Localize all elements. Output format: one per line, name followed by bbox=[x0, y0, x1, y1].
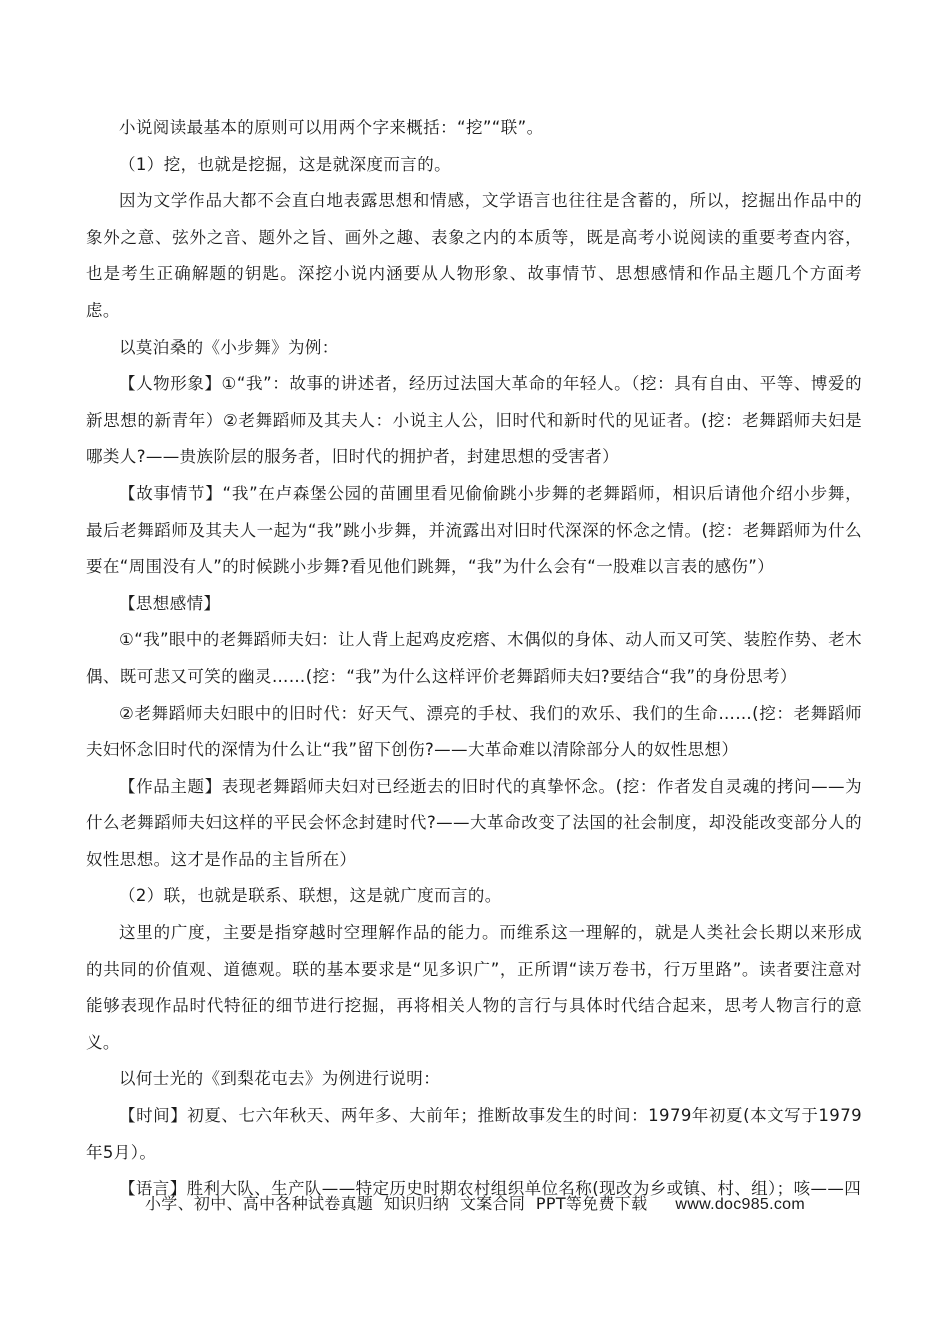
paragraph-character-image: 【人物形象】①“我”：故事的讲述者，经历过法国大革命的年轻人。（挖：具有自由、平等、博爱的新思想的新青年）②老舞蹈师及其夫人：小说主人公，旧时代和新时代的见证者。(挖：老舞蹈师夫妇是哪类人?——贵族阶层的服务者，旧时代的拥护者，封建思想的受害者） bbox=[86, 374, 862, 467]
paragraph-principle: 小说阅读最基本的原则可以用两个字来概括：“挖”“联”。 bbox=[119, 118, 544, 137]
paragraph-thoughts-2: ②老舞蹈师夫妇眼中的旧时代：好天气、漂亮的手杖、我们的欢乐、我们的生命……(挖：老舞蹈师夫妇怀念旧时代的深情为什么让“我”留下创伤?——大革命难以清除部分人的奴性思想） bbox=[86, 703, 862, 760]
paragraph-theme: 【作品主题】表现老舞蹈师夫妇对已经逝去的旧时代的真挚怀念。(挖：作者发自灵魂的拷问——为什么老舞蹈师夫妇这样的平民会怀念封建时代?——大革命改变了法国的社会制度，却没能改变部分人的奴性思想。这才是作品的主旨所在） bbox=[86, 776, 862, 869]
paragraph-dig-heading: （1）挖，也就是挖掘，这是就深度而言的。 bbox=[119, 154, 451, 174]
document-body bbox=[86, 110, 862, 1208]
footer-text: 小学、初中、高中各种试卷真题 知识归纳 文案合同 PPT等免费下载 bbox=[145, 1194, 648, 1213]
paragraph-example-lihuatun: 以何士光的《到梨花屯去》为例进行说明： bbox=[119, 1069, 441, 1089]
paragraph-thoughts-1: ①“我”眼中的老舞蹈师夫妇：让人背上起鸡皮疙瘩、木偶似的身体、动人而又可笑、装腔作势、老木偶、既可悲又可笑的幽灵……(挖：“我”为什么这样评价老舞蹈师夫妇?要结合“我”的身份思考） bbox=[86, 630, 862, 686]
paragraph-thoughts-heading: 【思想感情】 bbox=[119, 593, 221, 613]
page-footer bbox=[0, 1191, 950, 1214]
footer-url[interactable]: www.doc985.com bbox=[675, 1196, 805, 1213]
paragraph-time: 【时间】初夏、七六年秋天、两年多、大前年；推断故事发生的时间：1979年初夏(本文写于1979年5月）。 bbox=[86, 1106, 862, 1162]
paragraph-dig-explanation: 因为文学作品大都不会直白地表露思想和情感，文学语言也往往是含蓄的，所以，挖掘出作品中的象外之意、弦外之音、题外之旨、画外之趣、表象之内的本质等，既是高考小说阅读的重要考查内容，也是考生正确解题的钥匙。深挖小说内涵要从人物形象、故事情节、思想感情和作品主题几个方面考虑。 bbox=[86, 191, 862, 320]
paragraph-story-plot: 【故事情节】“我”在卢森堡公园的苗圃里看见偷偷跳小步舞的老舞蹈师，相识后请他介绍小步舞，最后老舞蹈师及其夫人一起为“我”跳小步舞，并流露出对旧时代深深的怀念之情。(挖：老舞蹈师为什么要在“周围没有人”的时候跳小步舞?看见他们跳舞，“我”为什么会有“一股难以言表的感伤”） bbox=[86, 483, 862, 577]
paragraph-link-explanation: 这里的广度，主要是指穿越时空理解作品的能力。而维系这一理解的，就是人类社会长期以来形成的共同的价值观、道德观。联的基本要求是“见多识广”，正所谓“读万卷书，行万里路”。读者要注意对能够表现作品时代特征的细节进行挖掘，再将相关人物的言行与具体时代结合起来，思考人物言行的意义。 bbox=[86, 923, 862, 1052]
paragraph-language: 【语言】胜利大队、生产队——特定历史时期农村组织单位名称(现改为乡或镇、村、组）；咳——四 bbox=[119, 1179, 862, 1199]
paragraph-example-minuet: 以莫泊桑的《小步舞》为例： bbox=[119, 337, 339, 357]
paragraph-link-heading: （2）联，也就是联系、联想，这是就广度而言的。 bbox=[119, 886, 502, 906]
